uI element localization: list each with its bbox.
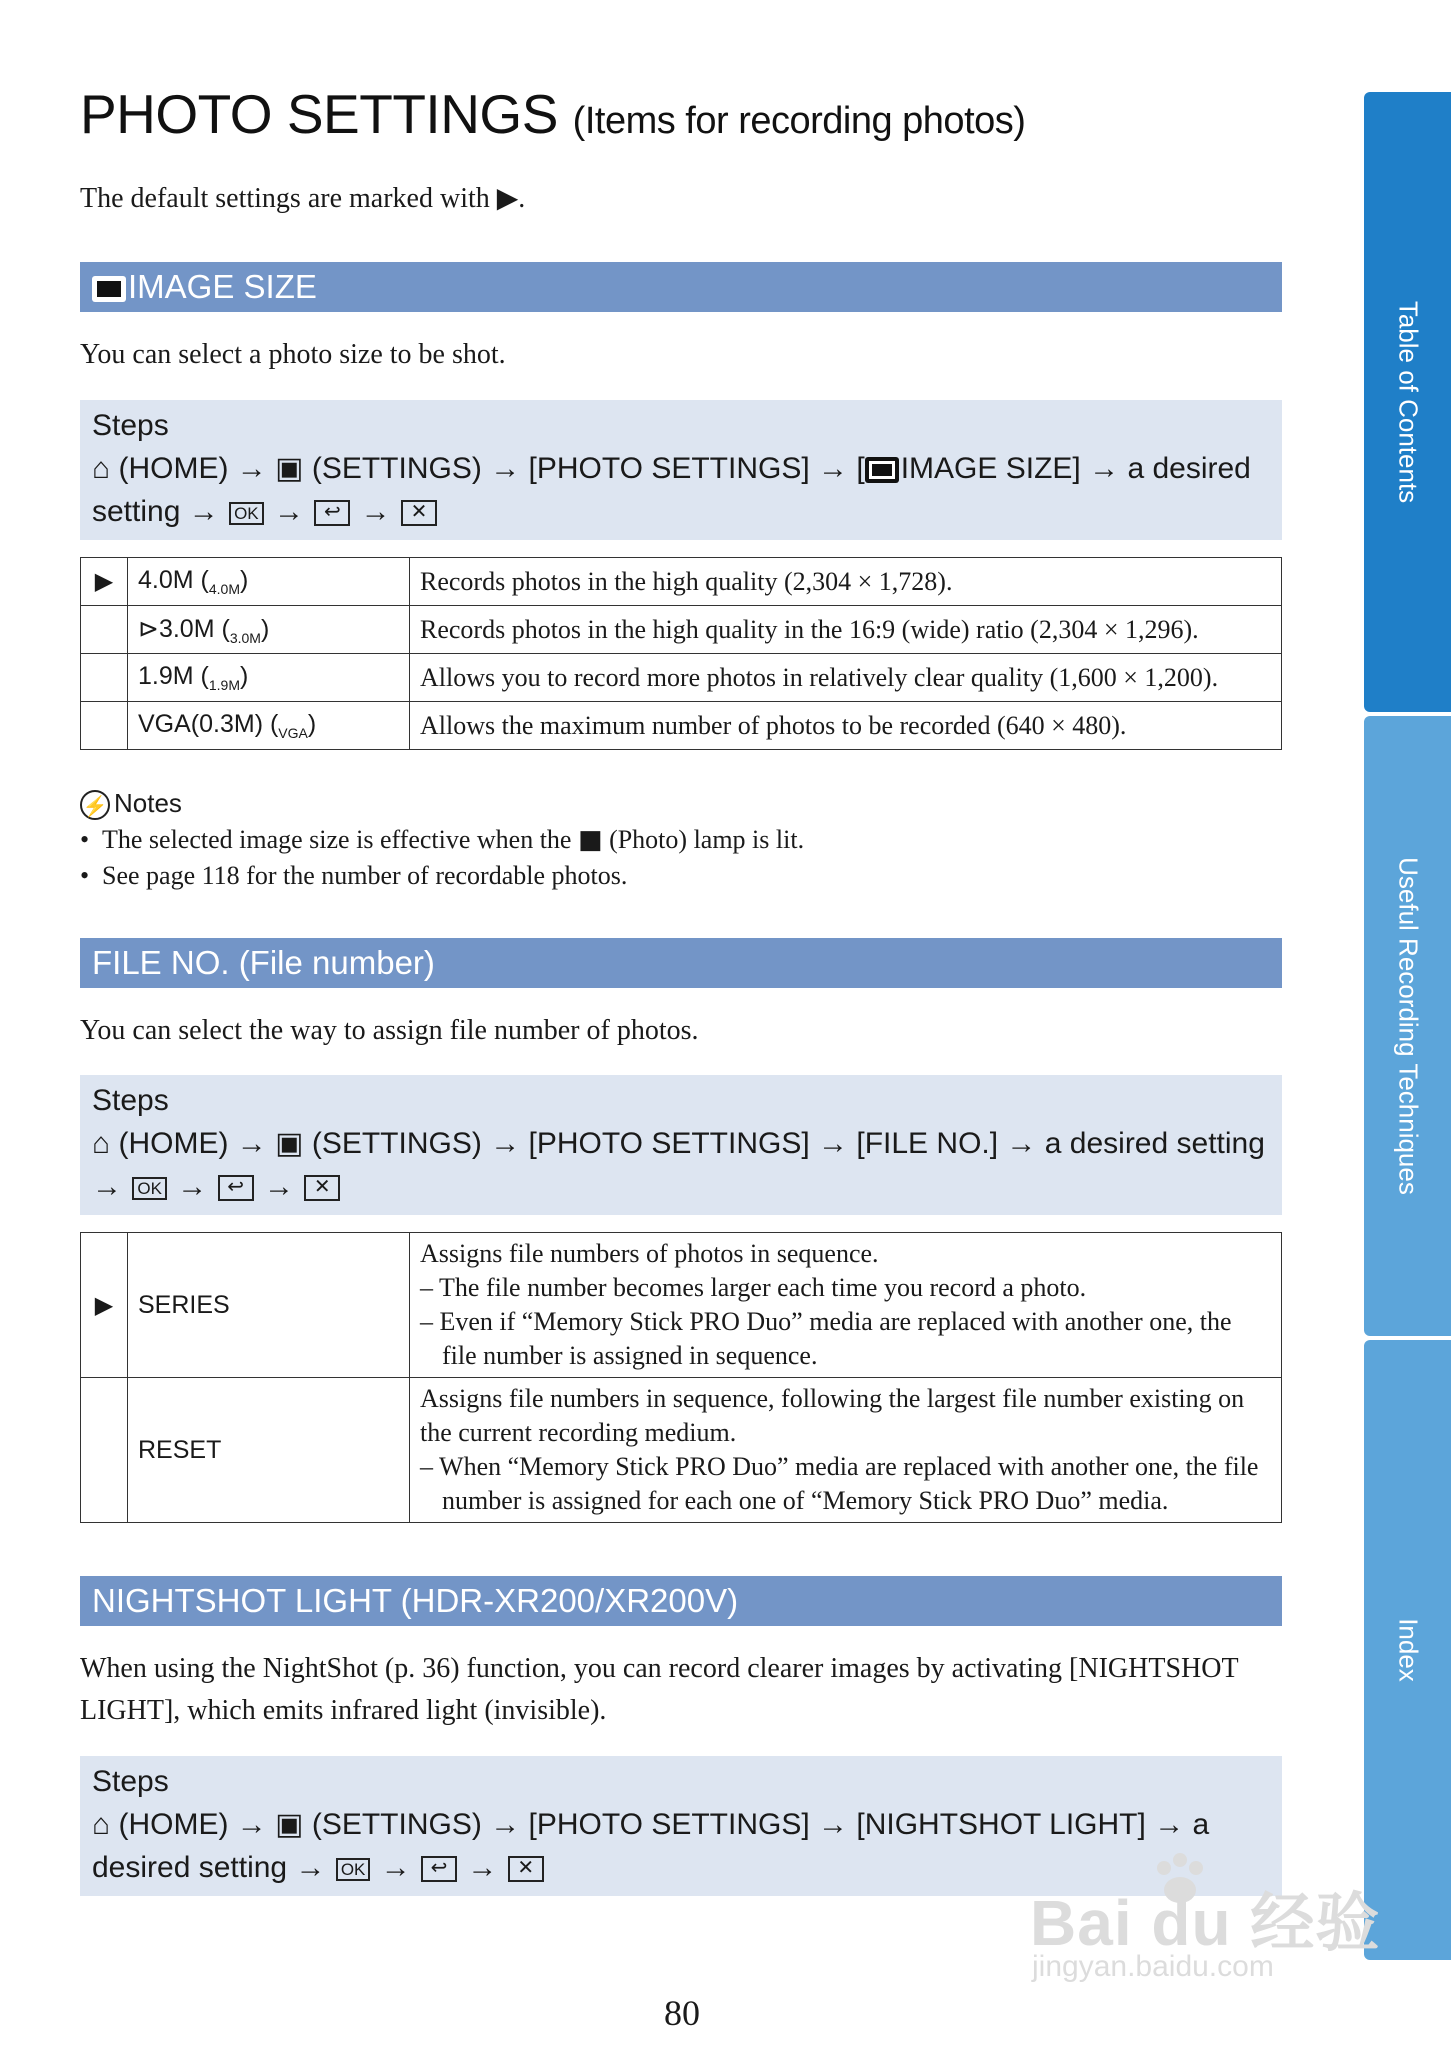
note-item: • See page 118 for the number of recordable photos. (80, 861, 628, 890)
steps-title: Steps (92, 1084, 169, 1117)
image-size-table (80, 557, 1282, 750)
arrow-icon: → (490, 1808, 521, 1841)
close-key: ✕ (508, 1856, 544, 1882)
return-key: ↩ (421, 1856, 457, 1882)
watermark-brand: Bai du 经验 (1030, 1887, 1381, 1959)
tab-table-of-contents[interactable]: Table of Contents (1364, 92, 1451, 712)
option-description: Allows you to record more photos in relatively clear quality (1,600 × 1,200). (410, 654, 1282, 702)
file-no-description: You can select the way to assign file number of photos. (80, 1015, 699, 1046)
section-header-image-size: IMAGE SIZE (80, 262, 1282, 312)
arrow-icon: → (92, 1170, 122, 1203)
arrow-icon: → (467, 1851, 498, 1884)
page-number: 80 (664, 1993, 700, 2033)
return-key: ↩ (314, 500, 350, 526)
nightshot-steps: Steps ⌂ (HOME) → ▣ (SETTINGS) → [PHOTO SETTINGS] → [NIGHTSHOT LIGHT] → a desired setting → OK → ↩ → ✕ (80, 1756, 1282, 1896)
tab-index[interactable]: Index (1364, 1340, 1451, 1960)
notes-title: ⚡ Notes (80, 786, 182, 820)
page-subtitle: (Items for recording photos) (572, 100, 1026, 142)
return-key: ↩ (218, 1175, 254, 1201)
arrow-icon: → (236, 452, 267, 485)
arrow-icon: → (1006, 1127, 1037, 1160)
option-description: Allows the maximum number of photos to be recorded (640 × 480). (410, 702, 1282, 750)
file-no-steps: Steps ⌂ (HOME) → ▣ (SETTINGS) → [PHOTO SETTINGS] → [FILE NO.] → a desired setting → OK → ↩ → ✕ (80, 1075, 1282, 1215)
section-header-file-no: FILE NO. (File number) (80, 938, 1282, 988)
note-item: • The selected image size is effective when the ■ (Photo) lamp is lit. (80, 825, 805, 855)
steps-title: Steps (92, 409, 169, 442)
table-row (81, 654, 1282, 702)
toolbox-icon: ▣ (275, 452, 304, 485)
watermark-url: jingyan.baidu.com (1032, 1950, 1274, 1983)
option-label: SERIES (128, 1233, 410, 1378)
arrow-icon: → (1089, 452, 1120, 485)
table-row (81, 1233, 1282, 1378)
home-icon: ⌂ (92, 452, 111, 485)
option-label: RESET (128, 1378, 410, 1523)
nightshot-description: When using the NightShot (p. 36) function, you can record clearer images by activating [NIGHTSHOT LIGHT], which emits infrared light (invisible). (80, 1653, 1239, 1726)
default-marker: ▶ (81, 1233, 128, 1378)
arrow-icon: → (818, 1127, 849, 1160)
option-label: 4.0M $(_{4.0M})$ (128, 558, 410, 606)
arrow-icon: → (360, 495, 391, 528)
toolbox-icon: ▣ (275, 1808, 304, 1841)
arrow-icon: → (263, 1170, 294, 1203)
ok-key: OK (132, 1177, 167, 1200)
arrow-icon: → (236, 1127, 267, 1160)
arrow-icon: → (1154, 1808, 1185, 1841)
image-size-steps: Steps ⌂ (HOME) → ▣ (SETTINGS) → [PHOTO SETTINGS] → [ IMAGE SIZE] → a desired setting → OK → ↩ → ✕ (80, 400, 1282, 540)
arrow-icon: → (273, 495, 304, 528)
home-icon: ⌂ (92, 1127, 111, 1160)
option-label: ⊳3.0M $(_{3.0M})$ (128, 606, 410, 654)
table-row (81, 702, 1282, 750)
default-marker: ▶ (81, 558, 128, 606)
option-description: Assigns file numbers of photos in sequence. – The file number becomes larger each time you record a photo. – Even if “Memory Stick PRO Duo” media are replaced with another one, the file number is assigned in sequence. (410, 1233, 1282, 1378)
image-size-icon (92, 276, 126, 302)
toolbox-icon: ▣ (275, 1127, 304, 1160)
option-description: Records photos in the high quality in the 16:9 (wide) ratio (2,304 × 1,296). (410, 606, 1282, 654)
close-key: ✕ (304, 1175, 340, 1201)
option-description: Assigns file numbers in sequence, following the largest file number existing on the current recording medium. – When “Memory Stick PRO Duo” media are replaced with another one, the file number is assigned for each one of “Memory Stick PRO Duo” media. (410, 1378, 1282, 1523)
arrow-icon: → (490, 1127, 521, 1160)
page-title: PHOTO SETTINGS (Items for recording photos) (80, 83, 1026, 145)
home-icon: ⌂ (92, 1808, 111, 1841)
wide-icon: ⊳ (138, 614, 159, 643)
arrow-icon: → (295, 1851, 326, 1884)
arrow-icon: → (490, 452, 521, 485)
camera-icon: ■ (577, 825, 603, 855)
image-size-icon (865, 457, 899, 483)
arrow-icon: → (818, 452, 849, 485)
file-no-table (80, 1232, 1282, 1523)
arrow-icon: → (177, 1170, 208, 1203)
ok-key: OK (229, 502, 264, 525)
option-label: 1.9M $(_{1.9M})$ (128, 654, 410, 702)
arrow-icon: → (380, 1851, 411, 1884)
image-size-description: You can select a photo size to be shot. (80, 339, 506, 370)
warning-icon: ⚡ (80, 790, 110, 820)
table-row (81, 606, 1282, 654)
option-description: Records photos in the high quality (2,304 × 1,728). (410, 558, 1282, 606)
close-key: ✕ (401, 500, 437, 526)
table-row (81, 1378, 1282, 1523)
section-header-nightshot: NIGHTSHOT LIGHT (HDR-XR200/XR200V) (80, 1576, 1282, 1626)
intro-text: The default settings are marked with ▶. (80, 183, 526, 214)
option-label: VGA(0.3M) $(_{VGA})$ (128, 702, 410, 750)
steps-title: Steps (92, 1765, 169, 1798)
table-row (81, 558, 1282, 606)
tab-useful-recording-techniques[interactable]: Useful Recording Techniques (1364, 716, 1451, 1336)
arrow-icon: → (236, 1808, 267, 1841)
arrow-icon: → (188, 495, 219, 528)
arrow-icon: → (818, 1808, 849, 1841)
ok-key: OK (336, 1858, 371, 1881)
